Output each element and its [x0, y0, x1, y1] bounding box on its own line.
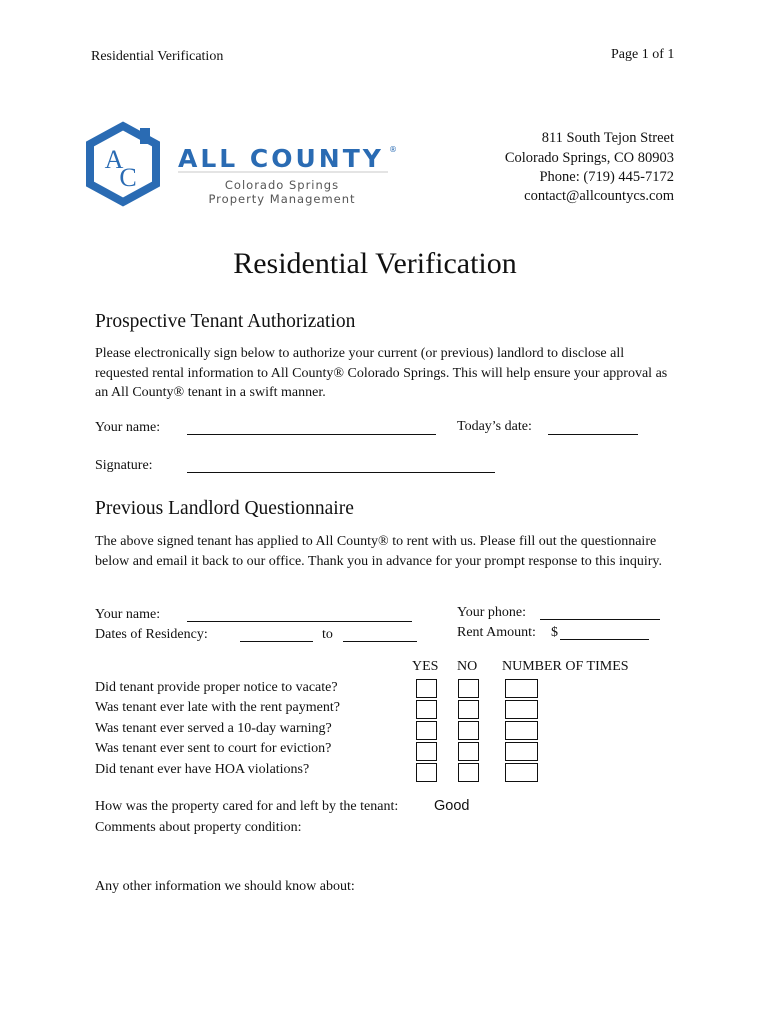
question-4: Was tenant ever sent to court for eviction?: [95, 741, 332, 756]
questionnaire-paragraph: The above signed tenant has applied to All County® to rent with us. Please fill out the questionnaire below and email it back to our office. Thank you in advance for your prompt response to this inquiry.: [95, 534, 662, 569]
q4-yes-checkbox[interactable]: [416, 742, 437, 761]
question-5: Did tenant ever have HOA violations?: [95, 762, 310, 777]
other-info-label: Any other information we should know about:: [95, 879, 355, 894]
q3-yes-checkbox[interactable]: [416, 721, 437, 740]
q1-no-checkbox[interactable]: [458, 679, 479, 698]
company-logo: [88, 122, 397, 212]
residency-start-field[interactable]: [240, 641, 313, 642]
question-1: Did tenant provide proper notice to vacate?: [95, 680, 338, 695]
document-title: Residential Verification: [233, 247, 517, 280]
questionnaire-heading: Previous Landlord Questionnaire: [95, 498, 354, 519]
q5-yes-checkbox[interactable]: [416, 763, 437, 782]
logo-monogram-a: A: [104, 145, 124, 174]
q3-no-checkbox[interactable]: [458, 721, 479, 740]
q5-no-checkbox[interactable]: [458, 763, 479, 782]
rent-currency-symbol: $: [551, 625, 558, 640]
column-yes-header: YES: [412, 659, 439, 674]
rent-amount-field[interactable]: [560, 639, 649, 640]
auth-name-field[interactable]: [187, 434, 436, 435]
address-phone: Phone: (719) 445-7172: [539, 169, 674, 185]
q2-yes-checkbox[interactable]: [416, 700, 437, 719]
signature-field[interactable]: [187, 472, 495, 473]
landlord-phone-label: Your phone:: [457, 605, 526, 620]
logo-name: ALL COUNTY: [178, 144, 384, 173]
address-street: 811 South Tejon Street: [541, 130, 674, 146]
authorization-heading: Prospective Tenant Authorization: [95, 311, 356, 332]
q2-no-checkbox[interactable]: [458, 700, 479, 719]
q1-yes-checkbox[interactable]: [416, 679, 437, 698]
q1-times-field[interactable]: [505, 679, 538, 698]
address-email[interactable]: contact@allcountycs.com: [524, 188, 674, 204]
comments-field[interactable]: [95, 838, 675, 874]
logo-tagline-2: Property Management: [208, 192, 356, 206]
residency-end-field[interactable]: [343, 641, 417, 642]
q2-times-field[interactable]: [505, 700, 538, 719]
q5-times-field[interactable]: [505, 763, 538, 782]
logo-monogram-c: C: [119, 163, 137, 192]
address-city: Colorado Springs, CO 80903: [504, 150, 674, 166]
column-no-header: NO: [457, 659, 478, 674]
landlord-phone-field[interactable]: [540, 619, 660, 620]
landlord-name-label: Your name:: [95, 607, 161, 622]
authorization-paragraph: Please electronically sign below to authorize your current (or previous) landlord to disclose all requested rental information to All County® Colorado Springs. This will help ensure your approval as an All County® tenant in a swift manner.: [95, 346, 668, 400]
rent-amount-label: Rent Amount:: [457, 625, 536, 640]
logo-graphic: [88, 122, 397, 212]
logo-tagline-1: Colorado Springs: [224, 178, 340, 192]
column-times-header: NUMBER OF TIMES: [502, 659, 629, 674]
question-3: Was tenant ever served a 10-day warning?: [95, 721, 332, 736]
q4-no-checkbox[interactable]: [458, 742, 479, 761]
landlord-name-field[interactable]: [187, 621, 412, 622]
auth-name-label: Your name:: [95, 420, 161, 435]
logo-registered: ®: [389, 145, 397, 154]
signature-label: Signature:: [95, 458, 153, 473]
q4-times-field[interactable]: [505, 742, 538, 761]
residency-to-label: to: [322, 627, 333, 642]
auth-date-label: Today’s date:: [457, 419, 532, 434]
comments-label: Comments about property condition:: [95, 820, 302, 835]
property-care-value[interactable]: Good: [434, 798, 470, 814]
q3-times-field[interactable]: [505, 721, 538, 740]
page-number: Page 1 of 1: [611, 47, 675, 62]
property-care-label: How was the property cared for and left by the tenant:: [95, 799, 399, 814]
residency-dates-label: Dates of Residency:: [95, 627, 208, 642]
page-header-title: Residential Verification: [91, 49, 224, 64]
auth-date-field[interactable]: [548, 434, 638, 435]
other-info-field[interactable]: [95, 898, 675, 958]
question-2: Was tenant ever late with the rent payment?: [95, 700, 340, 715]
